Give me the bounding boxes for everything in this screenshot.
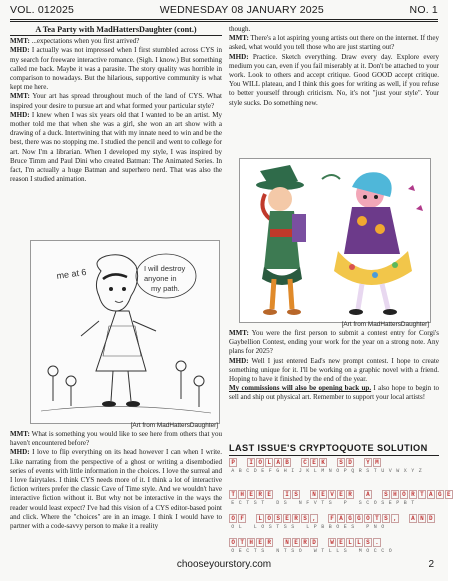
cryptoquote-letter-box: E (319, 490, 327, 499)
cryptoquote-letter-box: O (364, 514, 372, 523)
cipher-letter: K (306, 468, 310, 474)
cryptoquote-letter-box: N (310, 490, 318, 499)
cipher-letter: R (358, 468, 362, 474)
cipher-letter (334, 500, 342, 506)
cryptoquote-letter-box: E (283, 514, 291, 523)
cipher-letter: O (231, 524, 235, 530)
cipher-letter: H (283, 468, 287, 474)
left-column-bottom (10, 430, 222, 531)
cipher-letter: Y (411, 468, 415, 474)
cryptoquote-letter-box: C (301, 458, 309, 467)
cryptoquote-letter-box: G (346, 514, 354, 523)
cryptoquote-row (229, 490, 454, 506)
cipher-letter (349, 548, 357, 554)
cryptoquote-letter-box (382, 458, 390, 467)
cryptoquote-letter-box: R (409, 490, 417, 499)
cipher-letter: V (388, 468, 392, 474)
cipher-letter: S (291, 548, 295, 554)
interview-paragraph: MMT: What is something you would like to see here from others that you haven't encountered before? (10, 430, 222, 448)
cipher-letter: L (306, 524, 310, 530)
cryptoquote-answer-boxes (229, 514, 436, 523)
cryptoquote-title: LAST ISSUE'S CRYPTOQUOTE SOLUTION (229, 443, 428, 453)
cryptoquote-letter-box: N (418, 514, 426, 523)
cipher-letter: D (276, 500, 280, 506)
cryptoquote-letter-box: S (382, 514, 390, 523)
continued-text: though. (229, 25, 251, 33)
interview-paragraph: MMT: There's a lot aspiring young artists out there on the internet. If they asked, what would you tell those who are just starting out? (229, 34, 439, 52)
cryptoquote-cipher-letters (229, 548, 394, 554)
cipher-letter: B (403, 500, 407, 506)
cryptoquote-letter-box: O (256, 458, 264, 467)
cipher-letter: S (358, 500, 362, 506)
cipher-letter: O (298, 548, 302, 554)
interview-paragraph: MHD: I love to flip everything on its head however I can when I write. Like narrating from the perspective of a ghost or writing a disembodied series of events with little information in the choices. I love the surreal and I love fairytales. I think CYS needs more of it. I think a lot of interactive fiction writers prefer the classic Cave of Time style. And we wouldn't have interactive fiction without it. But why not be interactive in the ways the reader would least expect? I've had this vision of a CYS editor-based point and click. Where the "choices" are in an image. I think I would have to partner with a code-savvy person to make it a reality (10, 448, 223, 531)
cipher-letter: G (276, 468, 280, 474)
interview-paragraph: MMT: Your art has spread throughout much of the land of CYS. What inspired your desire to pursue art and what formed your particular style? (10, 92, 222, 110)
cipher-letter: P (396, 500, 400, 506)
commissions-paragraph: My commissions will also be opening back up. I also hope to begin to sell and ship out physical art. Remember to support your local artists! (229, 384, 440, 402)
cipher-letter: N (373, 524, 377, 530)
cipher-letter: S (381, 500, 385, 506)
cipher-letter: X (403, 468, 407, 474)
cryptoquote-letter-box (445, 458, 453, 467)
cryptoquote-letter-box: S (301, 514, 309, 523)
cipher-letter: T (261, 500, 265, 506)
cipher-letter: C (246, 468, 250, 474)
cipher-letter: T (321, 548, 325, 554)
cryptoquote-letter-box (274, 538, 282, 547)
cryptoquote-letter-box: S (364, 538, 372, 547)
cipher-letter: T (283, 548, 287, 554)
interview-paragraph: MHD: I knew when I was six years old that I wanted to be an artist. My mother told me that when she was a girl, she won an art show with a drawing of a duck. Intertwining that with my innate need to win and be the best, there was no stopping me. I studied the pencil and went to college for art. Now I'm a librarian. When I developed my style, I was inspired by Bruce Timm and Paul Dini who created Batman: The Animated Series. In fact, I'm actually a huge Batman and superhero nerd. That was also the reason I studied animation. (10, 110, 222, 184)
cryptoquote-letter-box: E (256, 538, 264, 547)
cryptoquote-letter-box: L (256, 514, 264, 523)
cipher-letter (349, 500, 357, 506)
page-number: 2 (428, 559, 434, 570)
issue-date: WEDNESDAY 08 JANUARY 2025 (159, 4, 324, 16)
cipher-letter (297, 524, 305, 530)
cipher-letter: P (366, 524, 370, 530)
cipher-letter: E (261, 468, 265, 474)
speech-bubble-line-1: I will destroy (144, 264, 186, 273)
cryptoquote-letter-box: T (229, 490, 237, 499)
cipher-letter: L (238, 524, 242, 530)
cryptoquote-letter-box (409, 458, 417, 467)
cryptoquote-letter-box: , (391, 514, 399, 523)
cryptoquote-letter-box: S (337, 458, 345, 467)
cryptoquote-letter-box (319, 514, 327, 523)
commissions-link[interactable]: My commissions will also be opening back up. (229, 384, 372, 393)
cryptoquote-letter-box: B (283, 458, 291, 467)
cryptoquote-answer-boxes (229, 538, 394, 547)
cipher-letter: W (313, 548, 317, 554)
interview-paragraph: MMT: You were the first person to submit a contest entry for Corgi's Gaybellion Contest, ending your work for the year on a strong note. Any plans for 2025? (229, 329, 439, 356)
sketch-illustration (30, 240, 220, 424)
cipher-letter: E (343, 524, 347, 530)
cryptoquote-letter-box: G (436, 490, 444, 499)
cipher-letter: W (396, 468, 400, 474)
cryptoquote-letter-box (355, 490, 363, 499)
cipher-letter: O (261, 524, 265, 530)
cryptoquote-letter-box: H (247, 538, 255, 547)
cryptoquote-key-row (229, 458, 463, 474)
cryptoquote-letter-box: R (256, 490, 264, 499)
cipher-letter (244, 524, 252, 530)
cipher-letter: S (343, 548, 347, 554)
cipher-letter: Z (418, 468, 422, 474)
cryptoquote-letter-box (400, 458, 408, 467)
cipher-letter: T (411, 500, 415, 506)
cipher-letter: I (291, 468, 295, 474)
cipher-letter: T (276, 524, 280, 530)
cryptoquote-letter-box: A (409, 514, 417, 523)
cipher-letter: D (253, 468, 257, 474)
cipher-letter: F (268, 468, 272, 474)
cryptoquote-answer-boxes (229, 458, 463, 467)
cipher-letter: V (313, 500, 317, 506)
color-caption: [Art from MadHattersDaughter] (341, 321, 429, 328)
cryptoquote-letter-box: A (427, 490, 435, 499)
cryptoquote-letter-box: S (274, 514, 282, 523)
cryptoquote-letter-box (454, 458, 462, 467)
cryptoquote-letter-box: O (229, 514, 237, 523)
cryptoquote-answer-boxes (229, 490, 454, 499)
cryptoquote-letter-box (319, 538, 327, 547)
cipher-letter: S (261, 548, 265, 554)
cipher-letter: S (268, 524, 272, 530)
interview-paragraph: MMT: ...expectations when you first arrived? (10, 37, 140, 46)
cipher-letter: B (238, 468, 242, 474)
cryptoquote-letter-box: P (229, 458, 237, 467)
cryptoquote-letter-box: H (391, 490, 399, 499)
cryptoquote-letter-box: E (310, 458, 318, 467)
cipher-letter: C (238, 500, 242, 506)
issue-number: NO. 1 (409, 4, 438, 16)
cryptoquote-letter-box: T (418, 490, 426, 499)
cipher-letter: S (366, 468, 370, 474)
sketch-note-left: me at 6 (55, 266, 88, 281)
cipher-letter: Q (351, 468, 355, 474)
cryptoquote-letter-box (274, 490, 282, 499)
interview-paragraph: MHD: Well I just entered Ead's new prompt contest. I hope to create something unique for it. I'll be working on a graphic novel with a friend. Hoping to have it finished by the end of the year. (229, 356, 439, 384)
cipher-letter: E (231, 500, 235, 506)
cipher-letter: O (373, 500, 377, 506)
cipher-letter: O (366, 548, 370, 554)
cryptoquote-letter-box: D (427, 514, 435, 523)
cryptoquote-letter-box: N (283, 538, 291, 547)
cryptoquote-letter-box: O (400, 490, 408, 499)
cryptoquote-letter-box (373, 490, 381, 499)
cryptoquote-letter-box: L (355, 538, 363, 547)
cryptoquote-cipher-letters (229, 524, 436, 530)
cipher-letter (357, 524, 365, 530)
cryptoquote-letter-box (292, 458, 300, 467)
cryptoquote-row (229, 538, 394, 554)
left-column-top (10, 25, 222, 184)
cryptoquote-letter-box: E (445, 490, 453, 499)
cryptoquote-letter-box: M (373, 458, 381, 467)
cipher-letter: C (381, 548, 385, 554)
cipher-letter: P (343, 500, 347, 506)
article-title: A Tea Party with MadHattersDaughter (cont.) (10, 25, 222, 36)
cipher-letter: M (321, 468, 325, 474)
cryptoquote-letter-box (391, 458, 399, 467)
cipher-letter: S (291, 524, 295, 530)
cipher-letter: C (373, 548, 377, 554)
cipher-letter: M (358, 548, 362, 554)
cryptoquote-letter-box (400, 514, 408, 523)
cipher-letter: N (298, 500, 302, 506)
cryptoquote-letter-box: , (310, 514, 318, 523)
cipher-letter: C (246, 548, 250, 554)
cipher-letter (304, 548, 312, 554)
cryptoquote-letter-box: A (337, 514, 345, 523)
cryptoquote-letter-box: S (382, 490, 390, 499)
speech-bubble-line-2: anyone in (144, 274, 177, 283)
cryptoquote-letter-box (418, 458, 426, 467)
cipher-letter: S (283, 524, 287, 530)
cipher-letter: L (328, 548, 332, 554)
cryptoquote-letter-box: S (292, 490, 300, 499)
cipher-letter: T (246, 500, 250, 506)
cryptoquote-letter-box: H (238, 490, 246, 499)
cipher-letter (267, 548, 275, 554)
cryptoquote-letter-box: E (337, 490, 345, 499)
cipher-letter: A (231, 468, 235, 474)
cipher-letter: L (336, 548, 340, 554)
cryptoquote-letter-box: E (292, 538, 300, 547)
cipher-letter: T (373, 468, 377, 474)
cipher-letter: O (336, 468, 340, 474)
cryptoquote-rule (229, 455, 439, 456)
volume-label: VOL. 012025 (10, 4, 75, 16)
cryptoquote-letter-box (355, 458, 363, 467)
cryptoquote-letter-box: A (364, 490, 372, 499)
cryptoquote-letter-box: E (337, 538, 345, 547)
cryptoquote-letter-box: I (283, 490, 291, 499)
cryptoquote-letter-box: E (247, 490, 255, 499)
masthead-rule-top (10, 19, 438, 20)
cryptoquote-letter-box (301, 490, 309, 499)
cipher-letter: E (388, 500, 392, 506)
cipher-letter: S (253, 500, 257, 506)
cryptoquote-row (229, 514, 436, 530)
cryptoquote-letter-box: L (265, 458, 273, 467)
cryptoquote-letter-box: A (274, 458, 282, 467)
masthead-rule-bottom (10, 21, 438, 22)
masthead (10, 3, 438, 17)
cipher-letter: P (313, 524, 317, 530)
cryptoquote-letter-box: R (292, 514, 300, 523)
speech-bubble-line-3: my path. (151, 284, 180, 293)
cipher-letter: S (328, 500, 332, 506)
cryptoquote-letter-box: O (229, 538, 237, 547)
cryptoquote-letter-box: D (346, 458, 354, 467)
cipher-letter: L (313, 468, 317, 474)
cryptoquote-letter-box: G (355, 514, 363, 523)
cryptoquote-letter-box (238, 458, 246, 467)
cryptoquote-letter-box: E (265, 490, 273, 499)
cipher-letter: T (253, 548, 257, 554)
cipher-letter: O (388, 548, 392, 554)
sketch-caption: [Art from MadHattersDaughter] (130, 422, 218, 429)
cryptoquote-letter-box: R (301, 538, 309, 547)
cryptoquote-letter-box: W (328, 538, 336, 547)
cipher-letter: B (328, 524, 332, 530)
cryptoquote-letter-box: K (319, 458, 327, 467)
cryptoquote-letter-box: V (328, 490, 336, 499)
cryptoquote-letter-box: F (238, 514, 246, 523)
cryptoquote-cipher-letters (229, 468, 463, 474)
cipher-letter: N (276, 548, 280, 554)
right-column-bottom (229, 329, 439, 403)
cipher-letter: C (366, 500, 370, 506)
cryptoquote-letter-box (436, 458, 444, 467)
cipher-letter: F (306, 500, 310, 506)
site-url[interactable]: chooseyourstory.com (176, 559, 272, 570)
cryptoquote-letter-box (328, 458, 336, 467)
cipher-letter: N (328, 468, 332, 474)
interview-paragraph: MHD: I actually was not impressed when I first stumbled across CYS in my search for freeware interactive romance. (Sigh. I know.) But something called me back. Maybe it was a parasite. The story quality was horrible in comparison to nowadays. But the hilarious, supportive community is what kept me here. (10, 46, 222, 92)
right-column-top (229, 25, 439, 108)
cryptoquote-letter-box: . (373, 538, 381, 547)
cryptoquote-letter-box: D (310, 538, 318, 547)
cryptoquote-letter-box: R (346, 490, 354, 499)
cipher-letter: O (381, 524, 385, 530)
cipher-letter: S (351, 524, 355, 530)
cipher-letter: O (336, 524, 340, 530)
cryptoquote-cipher-letters (229, 500, 454, 506)
cipher-letter: S (283, 500, 287, 506)
cryptoquote-letter-box (427, 458, 435, 467)
cryptoquote-letter-box: Y (364, 458, 372, 467)
cryptoquote-letter-box: O (265, 514, 273, 523)
cryptoquote-letter-box: T (238, 538, 246, 547)
cipher-letter: O (231, 548, 235, 554)
cipher-letter: L (253, 524, 257, 530)
cryptoquote-letter-box: R (265, 538, 273, 547)
cipher-letter: B (321, 524, 325, 530)
cipher-letter (267, 500, 275, 506)
cryptoquote-letter-box: F (328, 514, 336, 523)
interview-paragraph: MHD: Practice. Sketch everything. Draw every day. Explore every medium you can, even if you fail miserably at it. Don't be attached to your work. Look to others and accept critique. Good GOOD accept critique. You WILL plateau, and I think this goes for writing as well, if you refuse to better yourself through criticism. No, it's not "just your style". Your style sucks. Do something new. (229, 52, 439, 107)
cryptoquote-letter-box: L (346, 538, 354, 547)
cryptoquote-letter-box: T (373, 514, 381, 523)
cipher-letter: J (298, 468, 302, 474)
sketch-drawing (31, 241, 219, 423)
cipher-letter (289, 500, 297, 506)
color-drawing (240, 159, 430, 322)
cryptoquote-letter-box: I (247, 458, 255, 467)
cryptoquote-letter-box (247, 514, 255, 523)
cipher-letter: P (343, 468, 347, 474)
cipher-letter: U (381, 468, 385, 474)
color-illustration (239, 158, 431, 323)
cipher-letter: T (321, 500, 325, 506)
cipher-letter: E (238, 548, 242, 554)
